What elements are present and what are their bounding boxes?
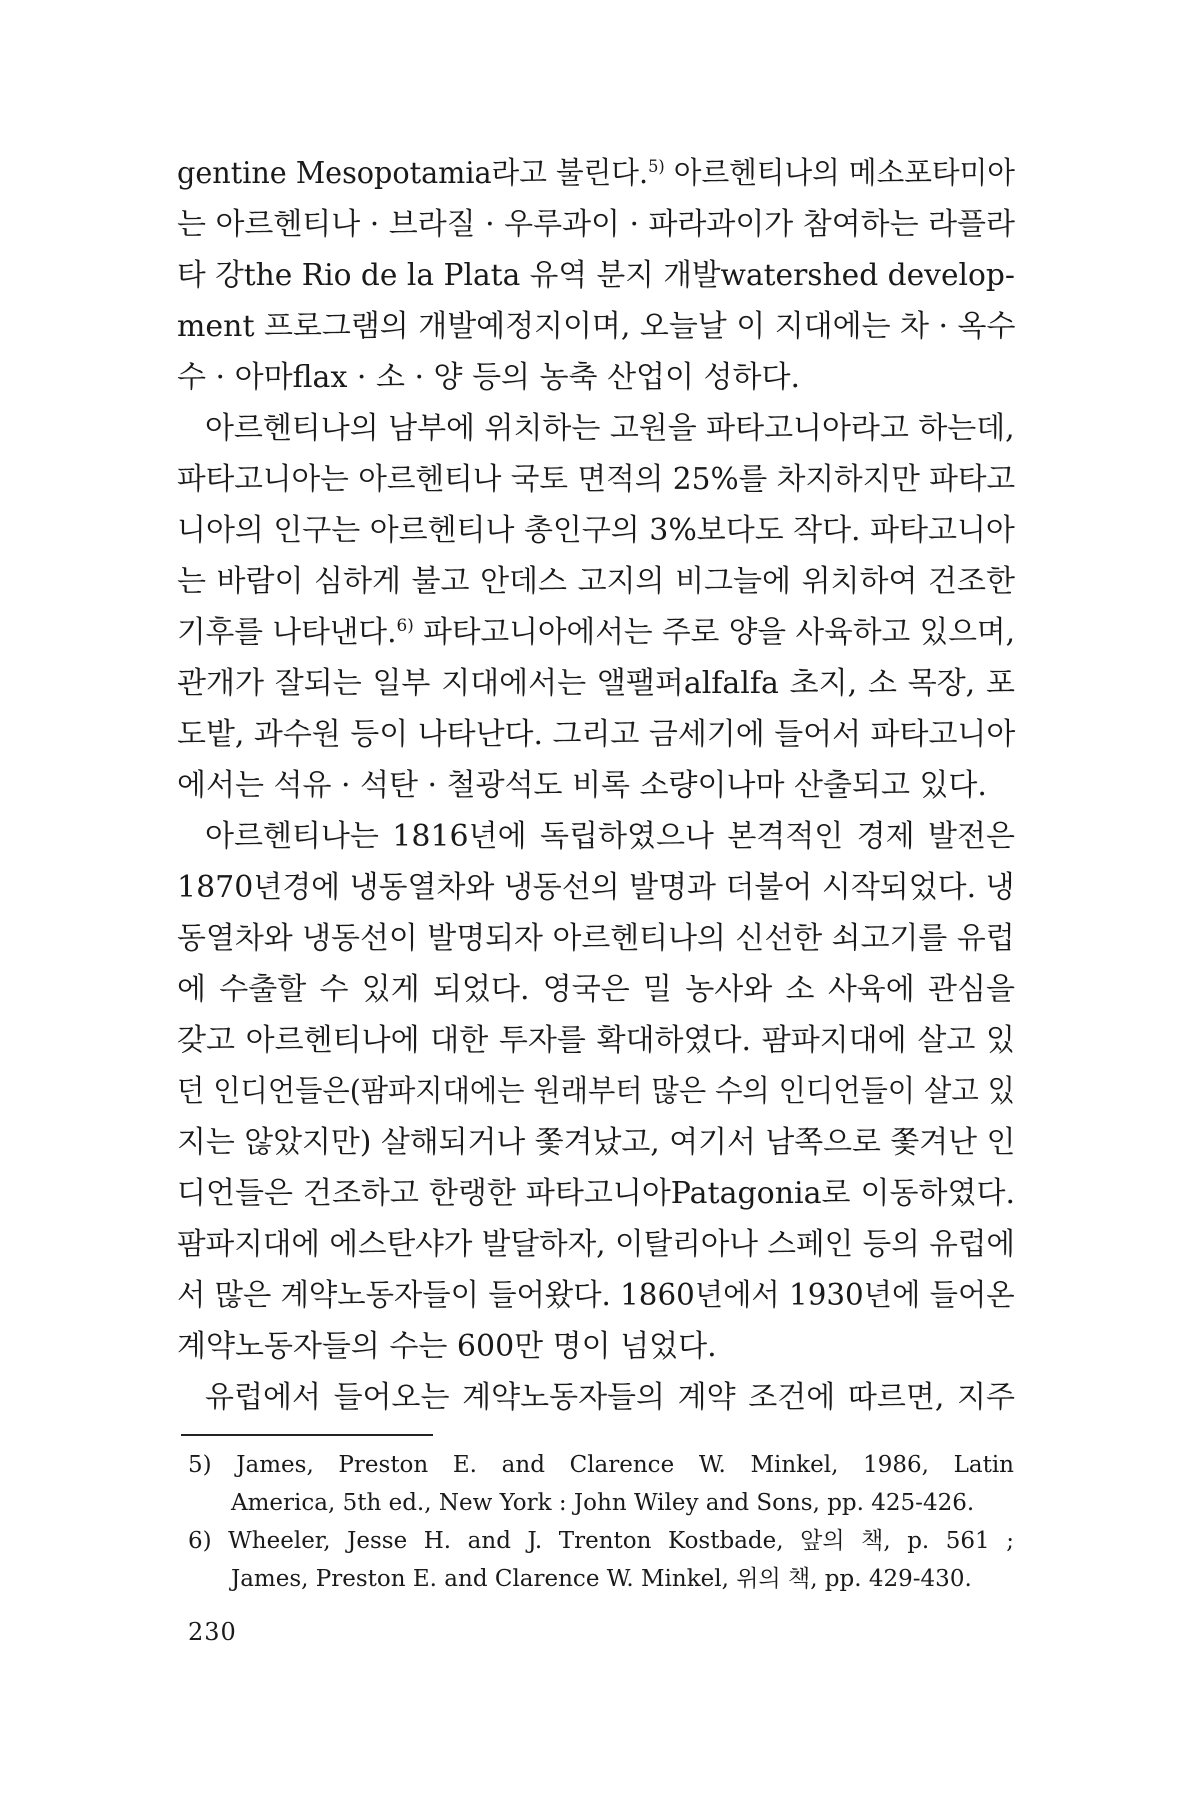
footnote-5-line-2: America, 5th ed., New York : John Wiley and Sons, pp. 425-426. — [231, 1490, 975, 1516]
page-number: 230 — [188, 1618, 237, 1646]
body-line-6: 아르헨티나의 남부에 위치하는 고원을 파타고니아라고 하는데, — [204, 411, 1015, 446]
footnote-ref-6: 6) — [396, 616, 414, 636]
body-line-17: 에 수출할 수 있게 되었다. 영국은 밀 농사와 소 사육에 관심을 — [177, 972, 1015, 1007]
body-line-1: gentine Mesopotamia라고 불린다.$^{5)}$ 아르헨티나의 메소포타미아 — [177, 156, 1015, 191]
body-line-13: 에서는 석유 · 석탄 · 철광석도 비록 소량이나마 산출되고 있다. — [177, 768, 987, 803]
body-line-23: 서 많은 계약노동자들이 들어왔다. 1860년에서 1930년에 들어온 — [177, 1278, 1015, 1313]
body-line-18: 갖고 아르헨티나에 대한 투자를 확대하였다. 팜파지대에 살고 있 — [177, 1023, 1015, 1058]
footnote-ref-5: 5) — [648, 157, 665, 177]
body-line-4: ment 프로그램의 개발예정지이며, 오늘날 이 지대에는 차 · 옥수 — [177, 309, 1016, 344]
body-line-19: 던 인디언들은(팜파지대에는 원래부터 많은 수의 인디언들이 살고 있 — [177, 1074, 1015, 1109]
body-line-15: 1870년경에 냉동열차와 냉동선의 발명과 더불어 시작되었다. 냉 — [177, 870, 1015, 905]
body-line-14: 아르헨티나는 1816년에 독립하였으나 본격적인 경제 발전은 — [205, 819, 1015, 854]
body-line-2: 는 아르헨티나 · 브라질 · 우루과이 · 파라과이가 참여하는 라플라 — [177, 207, 1015, 242]
body-line-10: 기후를 나타낸다.$^{6)}$ 파타고니아에서는 주로 양을 사육하고 있으며, — [177, 615, 1016, 650]
footnotes — [188, 1446, 1014, 1598]
body-line-8: 니아의 인구는 아르헨티나 총인구의 3%보다도 작다. 파타고니아 — [177, 513, 1015, 548]
body-line-7: 파타고니아는 아르헨티나 국토 면적의 25%를 차지하지만 파타고 — [177, 462, 1016, 497]
body-line-24: 계약노동자들의 수는 600만 명이 넘었다. — [177, 1329, 717, 1364]
footnote-6-line-2: James, Preston E. and Clarence W. Minkel, 위의 책, pp. 429-430. — [231, 1566, 972, 1592]
body-line-3: 타 강the Rio de la Plata 유역 분지 개발watershed develop- — [177, 258, 1015, 293]
footnote-5-line-1: 5) James, Preston E. and Clarence W. Minkel, 1986, Latin — [188, 1452, 1014, 1478]
body-line-5: 수 · 아마flax · 소 · 양 등의 농축 산업이 성하다. — [177, 360, 801, 395]
body-line-12: 도밭, 과수원 등이 나타난다. 그리고 금세기에 들어서 파타고니아 — [177, 717, 1016, 752]
footnote-6-line-1: 6) Wheeler, Jesse H. and J. Trenton Kostbade, 앞의 책, p. 561 ; — [188, 1528, 1014, 1554]
body-line-11: 관개가 잘되는 일부 지대에서는 앨팰퍼alfalfa 초지, 소 목장, 포 — [177, 666, 1015, 701]
body-line-22: 팜파지대에 에스탄샤가 발달하자, 이탈리아나 스페인 등의 유럽에 — [177, 1227, 1015, 1262]
body-line-9: 는 바람이 심하게 불고 안데스 고지의 비그늘에 위치하여 건조한 — [177, 564, 1015, 599]
footnote-divider — [181, 1434, 433, 1436]
body-line-25: 유럽에서 들어오는 계약노동자들의 계약 조건에 따르면, 지주 — [205, 1380, 1015, 1415]
body-line-20: 지는 않았지만) 살해되거나 쫓겨났고, 여기서 남쪽으로 쫓겨난 인 — [177, 1125, 1016, 1160]
body-line-16: 동열차와 냉동선이 발명되자 아르헨티나의 신선한 쇠고기를 유럽 — [177, 921, 1015, 956]
body-line-21: 디언들은 건조하고 한랭한 파타고니아Patagonia로 이동하였다. — [177, 1176, 1015, 1211]
body-text — [177, 148, 1015, 1423]
